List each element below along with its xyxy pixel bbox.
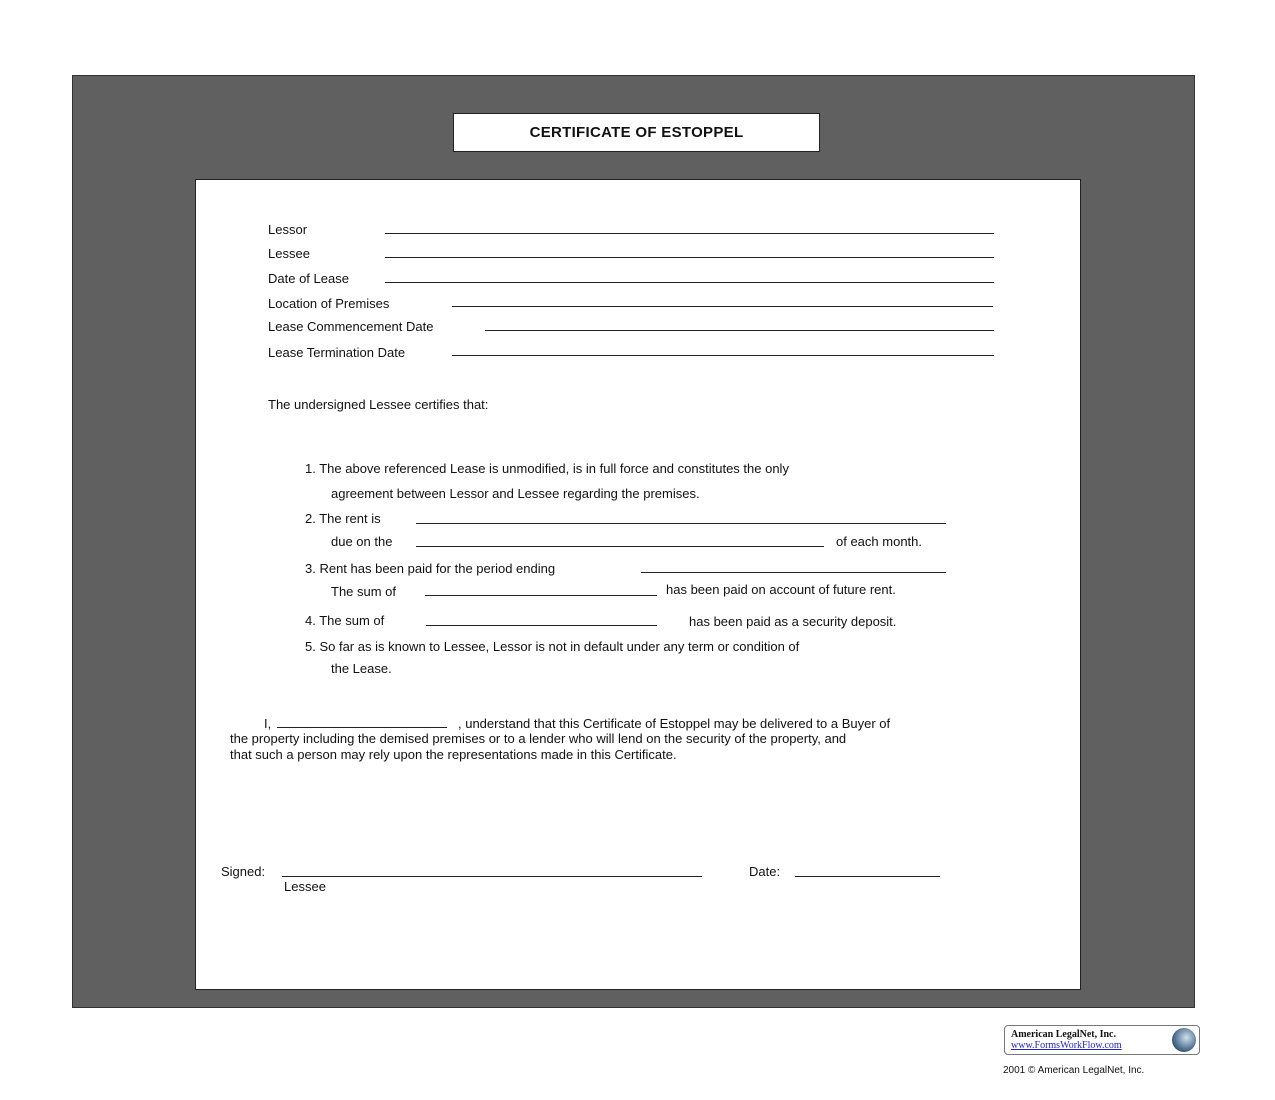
para-start: I, — [264, 716, 272, 731]
field-label-termination: Lease Termination Date — [268, 345, 406, 360]
item-1: 1. The above referenced Lease is unmodified, is in full force and constitutes the only — [305, 461, 789, 476]
copyright: 2001 © American LegalNet, Inc. — [1003, 1065, 1145, 1076]
field-label-location: Location of Premises — [268, 296, 390, 311]
lessee-caption: Lessee — [284, 879, 326, 894]
date-label: Date: — [749, 864, 781, 879]
logo-company: American LegalNet, Inc. — [1011, 1029, 1116, 1040]
field-line-location[interactable] — [452, 306, 993, 307]
item-4-end: has been paid as a security deposit. — [689, 614, 897, 629]
field-line-lessee[interactable] — [385, 257, 994, 258]
item-3-end: has been paid on account of future rent. — [666, 582, 896, 597]
rent-amount-line[interactable] — [416, 523, 946, 524]
rent-due-line[interactable] — [416, 546, 824, 547]
security-deposit-line[interactable] — [426, 625, 657, 626]
date-line[interactable] — [795, 876, 940, 877]
item-2: 2. The rent is — [305, 511, 381, 526]
item-2-end: of each month. — [836, 534, 922, 549]
signed-label: Signed: — [221, 864, 266, 879]
para-line-1: , understand that this Certificate of Estoppel may be delivered to a Buyer of — [458, 716, 891, 731]
item-5: 5. So far as is known to Lessee, Lessor is not in default under any term or condition of — [305, 639, 800, 654]
logo-url-link[interactable]: www.FormsWorkFlow.com — [1011, 1040, 1122, 1051]
para-line-2: the property including the demised premises or to a lender who will lend on the security of the property, and — [230, 731, 847, 746]
field-label-commencement: Lease Commencement Date — [268, 319, 434, 334]
field-line-commencement[interactable] — [485, 330, 994, 331]
field-label-date-of-lease: Date of Lease — [268, 271, 349, 286]
name-line[interactable] — [277, 727, 447, 728]
item-4: 4. The sum of — [305, 613, 385, 628]
item-3: 3. Rent has been paid for the period ending — [305, 561, 556, 576]
item-5-cont: the Lease. — [331, 661, 392, 676]
field-line-lessor[interactable] — [385, 233, 994, 234]
item-1-cont: agreement between Lessor and Lessee regarding the premises. — [331, 486, 700, 501]
field-line-termination[interactable] — [452, 355, 994, 356]
future-rent-line[interactable] — [425, 595, 657, 596]
publisher-logo — [1004, 1025, 1200, 1055]
field-line-date-of-lease[interactable] — [385, 282, 994, 283]
intro-text: The undersigned Lessee certifies that: — [268, 397, 489, 412]
item-3-sum: The sum of — [331, 584, 397, 599]
globe-icon — [1172, 1028, 1196, 1052]
para-line-3: that such a person may rely upon the representations made in this Certificate. — [230, 747, 677, 762]
field-label-lessor: Lessor — [268, 222, 308, 237]
document-title: CERTIFICATE OF ESTOPPEL — [453, 113, 820, 152]
item-2-due: due on the — [331, 534, 393, 549]
field-label-lessee: Lessee — [268, 246, 310, 261]
period-ending-line[interactable] — [641, 572, 946, 573]
signature-line[interactable] — [282, 876, 702, 877]
